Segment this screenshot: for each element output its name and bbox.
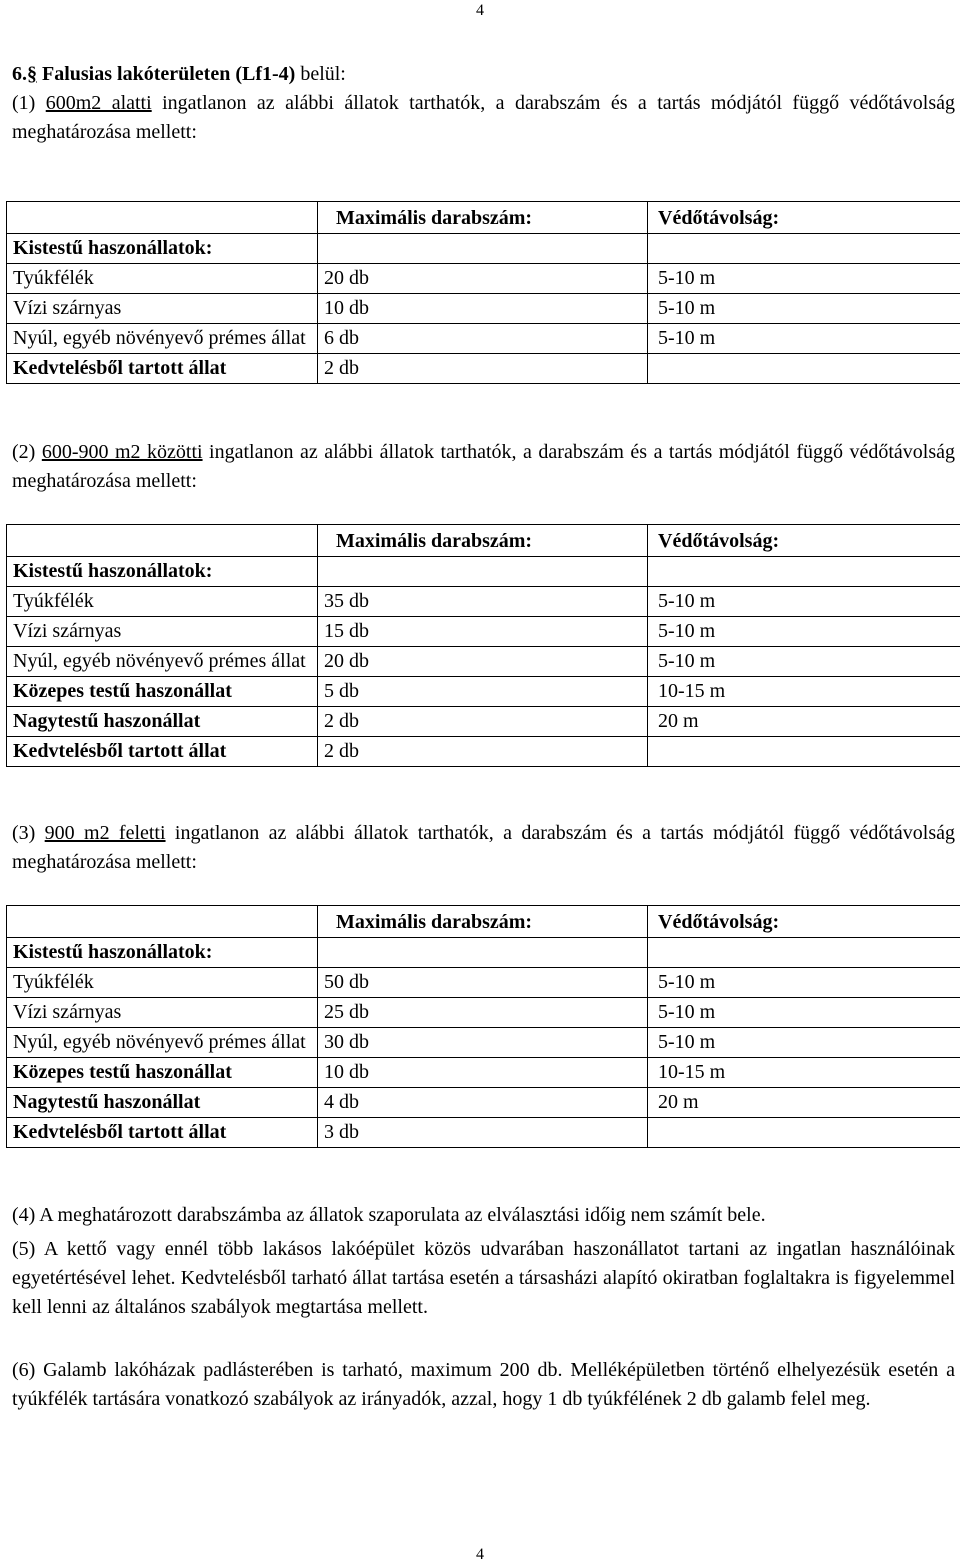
max-count-value: 2 db [318, 707, 648, 737]
table-header-row [7, 525, 960, 557]
max-count-value: 3 db [318, 1118, 648, 1148]
max-count-value: 20 db [318, 647, 648, 677]
max-count-value: 35 db [318, 587, 648, 617]
distance-value: 5-10 m [648, 617, 960, 647]
header-distance: Védőtávolság: [648, 906, 960, 938]
table-header-row [7, 202, 960, 234]
section-heading [12, 60, 955, 89]
animal-label: Kedvtelésből tartott állat [7, 1118, 318, 1148]
distance-value [648, 234, 960, 264]
intro-2-prefix: (2) [12, 441, 42, 463]
animal-label: Nyúl, egyéb növényevő prémes állat [7, 324, 318, 354]
animal-label: Kedvtelésből tartott állat [7, 354, 318, 384]
animal-label: Kistestű haszonállatok: [7, 557, 318, 587]
table-row [7, 647, 960, 677]
distance-value: 20 m [648, 1088, 960, 1118]
animal-label: Vízi szárnyas [7, 617, 318, 647]
intro-1-text: ingatlanon az alábbi állatok tarthatók, a darabszám és a tartás módjától függő védőtávolság meghatározása mellett: [12, 92, 956, 143]
distance-value: 5-10 m [648, 968, 960, 998]
header-max-count: Maximális darabszám: [318, 906, 648, 938]
intro-3-underline: 900 m2 feletti [44, 822, 166, 844]
table-row [7, 968, 960, 998]
animal-label: Kistestű haszonállatok: [7, 938, 318, 968]
header-distance: Védőtávolság: [648, 525, 960, 557]
distance-value [648, 354, 960, 384]
animal-label: Vízi szárnyas [7, 998, 318, 1028]
distance-value: 10-15 m [648, 677, 960, 707]
page-number-top: 4 [476, 2, 484, 19]
intro-paragraph-3 [12, 819, 955, 877]
animal-label: Közepes testű haszonállat [7, 677, 318, 707]
animal-label: Kedvtelésből tartott állat [7, 737, 318, 767]
distance-value: 20 m [648, 707, 960, 737]
max-count-value: 4 db [318, 1088, 648, 1118]
header-max-count: Maximális darabszám: [318, 525, 648, 557]
header-distance: Védőtávolság: [648, 202, 960, 234]
animal-label: Nagytestű haszonállat [7, 707, 318, 737]
max-count-value: 10 db [318, 1058, 648, 1088]
table-row [7, 264, 960, 294]
max-count-value: 10 db [318, 294, 648, 324]
intro-3-prefix: (3) [12, 822, 45, 844]
animal-label: Tyúkfélék [7, 264, 318, 294]
section-number: 6. [12, 63, 27, 85]
max-count-value [318, 557, 648, 587]
distance-value: 10-15 m [648, 1058, 960, 1088]
distance-value: 5-10 m [648, 324, 960, 354]
distance-value: 5-10 m [648, 998, 960, 1028]
table-row [7, 587, 960, 617]
distance-value: 5-10 m [648, 587, 960, 617]
intro-paragraph-2 [12, 438, 955, 496]
max-count-value [318, 938, 648, 968]
table-row [7, 557, 960, 587]
max-count-value: 6 db [318, 324, 648, 354]
distance-value: 5-10 m [648, 1028, 960, 1058]
table-over-900m2 [6, 905, 960, 1148]
section-mark: § [27, 63, 37, 85]
table-row [7, 1118, 960, 1148]
max-count-value: 20 db [318, 264, 648, 294]
distance-value: 5-10 m [648, 264, 960, 294]
distance-value [648, 557, 960, 587]
distance-value: 5-10 m [648, 647, 960, 677]
table-under-600m2 [6, 201, 960, 384]
max-count-value: 2 db [318, 737, 648, 767]
table-row [7, 294, 960, 324]
table-600-900m2 [6, 524, 960, 767]
max-count-value: 5 db [318, 677, 648, 707]
table-row [7, 617, 960, 647]
distance-value: 5-10 m [648, 294, 960, 324]
animal-label: Nyúl, egyéb növényevő prémes állat [7, 647, 318, 677]
table-row [7, 1088, 960, 1118]
distance-value [648, 1118, 960, 1148]
animal-label: Nyúl, egyéb növényevő prémes állat [7, 1028, 318, 1058]
max-count-value: 2 db [318, 354, 648, 384]
animal-label: Tyúkfélék [7, 968, 318, 998]
header-empty-cell [7, 202, 318, 234]
table-row [7, 677, 960, 707]
header-empty-cell [7, 906, 318, 938]
page-number-bottom: 4 [476, 1546, 484, 1563]
table-row [7, 737, 960, 767]
section-title: Falusias lakóterületen (Lf1-4) [42, 63, 296, 85]
distance-value [648, 737, 960, 767]
max-count-value: 15 db [318, 617, 648, 647]
intro-1-underline: 600m2 alatti [45, 92, 152, 114]
max-count-value: 50 db [318, 968, 648, 998]
section-title-suffix: belül: [295, 63, 346, 85]
max-count-value: 30 db [318, 1028, 648, 1058]
intro-paragraph-1 [12, 89, 955, 147]
intro-3-text: ingatlanon az alábbi állatok tarthatók, a darabszám és a tartás módjától függő védőtávolság meghatározása mellett: [12, 822, 956, 873]
table-row [7, 1058, 960, 1088]
animal-label: Közepes testű haszonállat [7, 1058, 318, 1088]
table-row [7, 938, 960, 968]
table-row [7, 1028, 960, 1058]
table-row [7, 707, 960, 737]
animal-label: Nagytestű haszonállat [7, 1088, 318, 1118]
table-header-row [7, 906, 960, 938]
paragraph-4: (4) A meghatározott darabszámba az állatok szaporulata az elválasztási időig nem számít bele. [12, 1204, 766, 1226]
table-row [7, 324, 960, 354]
paragraph-5: (5) A kettő vagy ennél több lakásos lakóépület közös udvarában haszonállatot tartani az ingatlan használóinak egyetértésével lehet. Kedvtelésből tarható állat tartása esetén a társasházi alapító okiratban foglaltakra is figyelemmel kell lenni az általános szabályok megtartása mellett. [12, 1238, 955, 1318]
header-max-count: Maximális darabszám: [318, 202, 648, 234]
animal-label: Tyúkfélék [7, 587, 318, 617]
header-empty-cell [7, 525, 318, 557]
table-row [7, 354, 960, 384]
max-count-value [318, 234, 648, 264]
distance-value [648, 938, 960, 968]
intro-2-text: ingatlanon az alábbi állatok tarthatók, a darabszám és a tartás módjától függő védőtávolság meghatározása mellett: [12, 441, 955, 492]
table-row [7, 998, 960, 1028]
table-row [7, 234, 960, 264]
intro-1-prefix: (1) [12, 92, 46, 114]
intro-2-underline: 600-900 m2 közötti [41, 441, 203, 463]
animal-label: Vízi szárnyas [7, 294, 318, 324]
max-count-value: 25 db [318, 998, 648, 1028]
animal-label: Kistestű haszonállatok: [7, 234, 318, 264]
paragraph-6: (6) Galamb lakóházak padlásterében is tarható, maximum 200 db. Melléképületben történő elhelyezésük esetén a tyúkfélék tartására vonatkozó szabályok az irányadók, azzal, hogy 1 db tyúkfélének 2 db galamb felel meg. [12, 1359, 955, 1410]
